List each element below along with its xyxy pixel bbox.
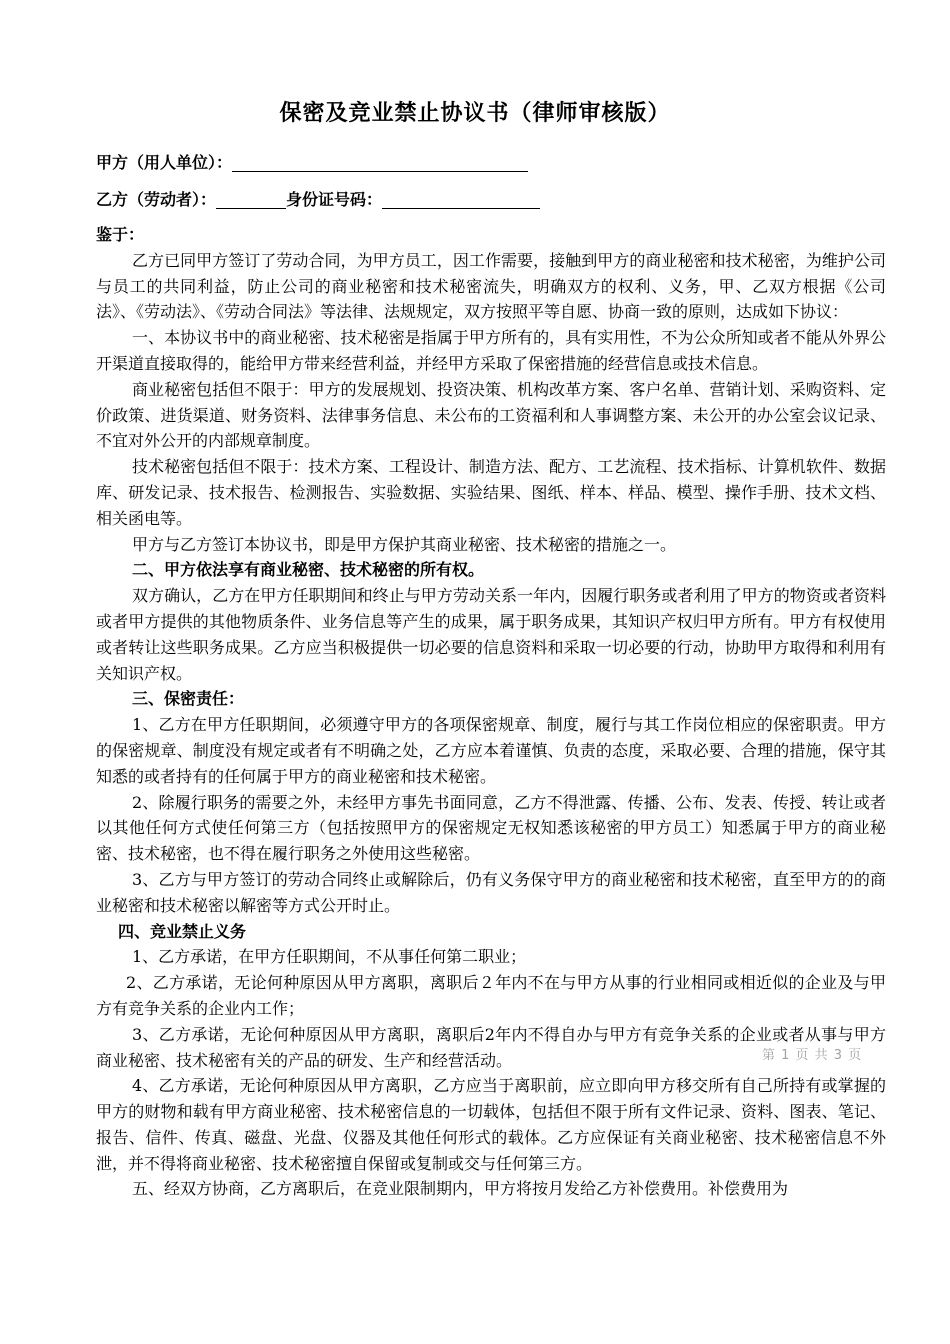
- section-heading: 四、竞业禁止义务: [118, 921, 247, 941]
- id-blank[interactable]: [382, 190, 540, 209]
- party-b-line: [96, 187, 540, 210]
- party-a-blank[interactable]: [232, 153, 528, 172]
- page-number-watermark: 第 1 页 共 3 页: [762, 1048, 863, 1063]
- paragraph: 双方确认，乙方在甲方任职期间和终止与甲方劳动关系一年内，因履行职务或者利用了甲方的物资或者资料或者甲方提供的其他物质条件、业务信息等产生的成果，属于职务成果，其知识产权归甲方所有。甲方有权使用或者转让这些职务成果。乙方应当积极提供一切必要的信息资料和采取一切必要的行动，协助甲方取得和利用有关知识产权。: [96, 586, 886, 683]
- paragraph: 商业秘密包括但不限于：甲方的发展规划、投资决策、机构改革方案、客户名单、营销计划、采购资料、定价政策、进货渠道、财务资料、法律事务信息、未公布的工资福利和人事调整方案、未公开的办公室会议记录、不宜对外公开的内部规章制度。: [96, 379, 886, 451]
- whereas-heading: 鉴于：: [96, 225, 145, 244]
- paragraph: 技术秘密包括但不限于：技术方案、工程设计、制造方法、配方、工艺流程、技术指标、计算机软件、数据库、研发记录、技术报告、检测报告、实验数据、实验结果、图纸、样本、样品、模型、操作手册、技术文档、相关函电等。: [96, 457, 886, 528]
- paragraph: 乙方已同甲方签订了劳动合同，为甲方员工，因工作需要，接触到甲方的商业秘密和技术秘密，为维护公司与员工的共同利益，防止公司的商业秘密和技术秘密流失，明确双方的权利、义务，甲、乙双方根据《公司法》、《劳动法》、《劳动合同法》等法律、法规规定，双方按照平等自愿、协商一致的原则，达成如下协议：: [96, 250, 886, 322]
- paragraph: 甲方与乙方签订本协议书，即是甲方保护其商业秘密、技术秘密的措施之一。: [132, 534, 677, 554]
- party-a-line: [96, 150, 528, 173]
- paragraph: 4、乙方承诺，无论何种原因从甲方离职，乙方应当于离职前，应立即向甲方移交所有自己所持有或掌握的甲方的财物和载有甲方商业秘密、技术秘密信息的一切载体，包括但不限于所有文件记录、资料、图表、笔记、报告、信件、传真、磁盘、光盘、仪器及其他任何形式的载体。乙方应保证有关商业秘密、技术秘密信息不外泄，并不得将商业秘密、技术秘密擅自保留或复制或交与任何第三方。: [96, 1076, 886, 1173]
- section-heading: 三、保密责任：: [132, 689, 245, 709]
- party-a-label: 甲方（用人单位）：: [96, 153, 233, 172]
- paragraph: 1、乙方在甲方任职期间，必须遵守甲方的各项保密规章、制度，履行与其工作岗位相应的保密职责。甲方的保密规章、制度没有规定或者有不明确之处，乙方应本着谨慎、负责的态度，采取必要、合理的措施，保守其知悉的或者持有的任何属于甲方的商业秘密和技术秘密。: [96, 715, 886, 786]
- party-b-label: 乙方（劳动者）：: [96, 190, 217, 209]
- paragraph: 3、乙方承诺，无论何种原因从甲方离职，离职后2年内不得自办与甲方有竞争关系的企业或者从事与甲方商业秘密、技术秘密有关的产品的研发、生产和经营活动。: [96, 1024, 886, 1070]
- section-heading: 二、甲方依法享有商业秘密、技术秘密的所有权。: [132, 560, 485, 580]
- id-label: 身份证号码：: [286, 190, 383, 209]
- paragraph: 五、经双方协商，乙方离职后，在竞业限制期内，甲方将按月发给乙方补偿费用。补偿费用为: [132, 1179, 789, 1199]
- paragraph: 一、本协议书中的商业秘密、技术秘密是指属于甲方所有的，具有实用性，不为公众所知或者不能从外界公开渠道直接取得的，能给甲方带来经营利益，并经甲方采取了保密措施的经营信息或技术信息。: [96, 328, 886, 373]
- paragraph: 3、乙方与甲方签订的劳动合同终止或解除后，仍有义务保守甲方的商业秘密和技术秘密，直至甲方的的商业秘密和技术秘密以解密等方式公开时止。: [96, 869, 886, 915]
- party-b-blank[interactable]: [216, 190, 286, 209]
- page-title: 保密及竞业禁止协议书（律师审核版）: [279, 101, 671, 126]
- paragraph: 2、乙方承诺，无论何种原因从甲方离职，离职后２年内不在与甲方从事的行业相同或相近似的企业及与甲方有竞争关系的企业内工作；: [96, 973, 886, 1018]
- paragraph: 1、乙方承诺，在甲方任职期间，不从事任何第二职业；: [132, 947, 527, 967]
- paragraph: 2、除履行职务的需要之外，未经甲方事先书面同意，乙方不得泄露、传播、公布、发表、传授、转让或者以其他任何方式使任何第三方（包括按照甲方的保密规定无权知悉该秘密的甲方员工）知悉属于甲方的商业秘密、技术秘密，也不得在履行职务之外使用这些秘密。: [96, 792, 886, 864]
